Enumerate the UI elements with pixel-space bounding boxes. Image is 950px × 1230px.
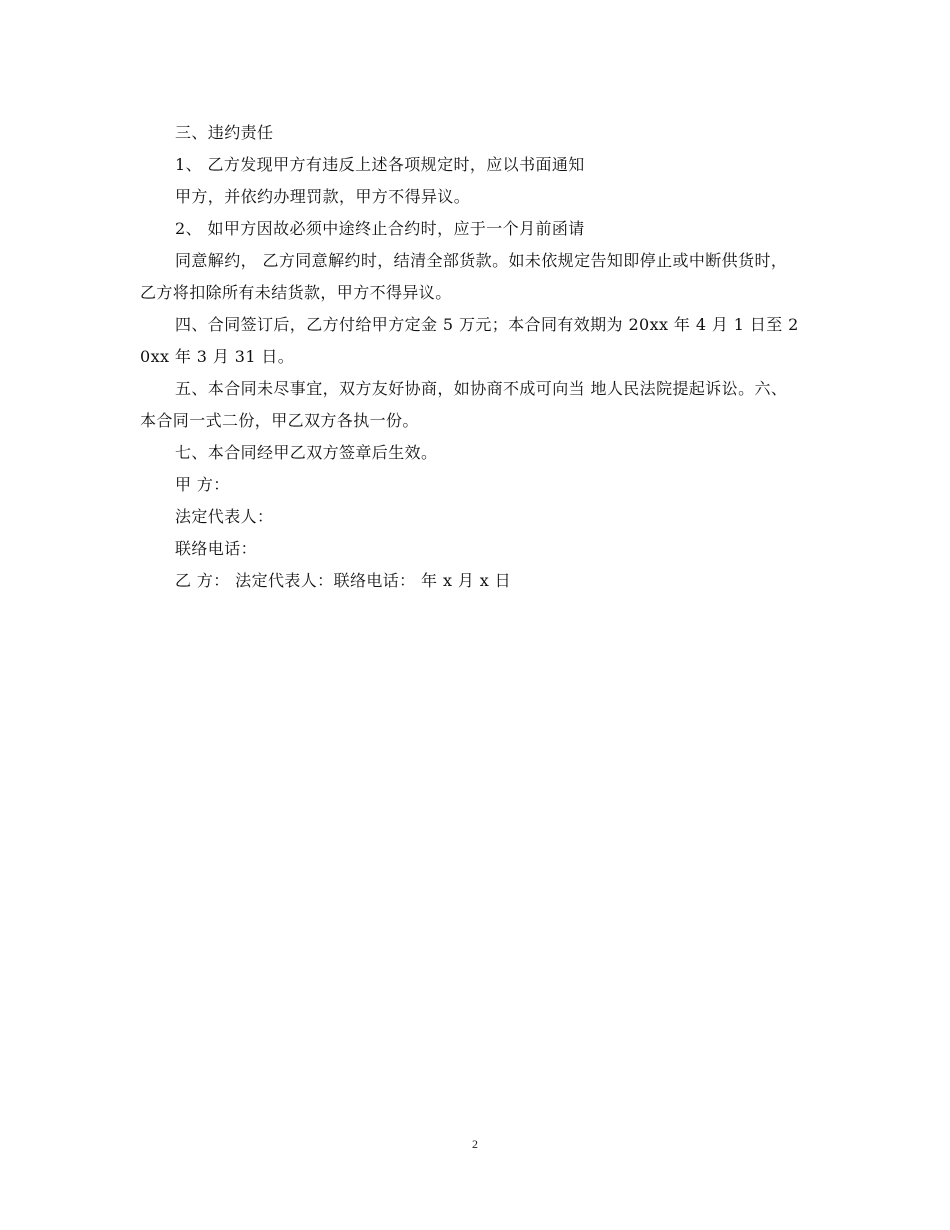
section-heading-breach: 三、违约责任 — [175, 123, 274, 142]
clause-1-line-2: 甲方，并依约办理罚款，甲方不得异议。 — [175, 187, 471, 206]
section-5-6-paragraph — [140, 373, 800, 437]
page-number: 2 — [472, 1137, 478, 1151]
clause-2-body — [140, 245, 800, 309]
section-4-text: 四、合同签订后，乙方付给甲方定金 5 万元；本合同有效期为 20xx 年 4 月 1 日至 20xx 年 3 月 31 日。 — [140, 315, 799, 366]
section-5-6-text: 五、本合同未尽事宜，双方友好协商，如协商不成可向当 地人民法院提起诉讼。六、本合同一式二份，甲乙双方各执一份。 — [140, 379, 788, 430]
contact-phone-label: 联络电话： — [175, 539, 258, 558]
section-4-paragraph — [140, 309, 800, 373]
party-b-signature-line: 乙 方： 法定代表人：联络电话： 年 x 月 x 日 — [175, 571, 512, 590]
party-a-label: 甲 方： — [175, 475, 230, 494]
document-body — [140, 117, 800, 597]
clause-1-line-1: 1、 乙方发现甲方有违反上述各项规定时，应以书面通知 — [175, 155, 585, 174]
clause-2-body-text: 同意解约， 乙方同意解约时，结清全部货款。如未依规定告知即停止或中断供货时，乙方将扣除所有未结货款，甲方不得异议。 — [140, 251, 788, 302]
section-7-paragraph: 七、本合同经甲乙双方签章后生效。 — [175, 443, 438, 462]
clause-2-line-1: 2、 如甲方因故必须中途终止合约时，应于一个月前函请 — [175, 219, 585, 238]
legal-representative-label: 法定代表人： — [175, 507, 274, 526]
